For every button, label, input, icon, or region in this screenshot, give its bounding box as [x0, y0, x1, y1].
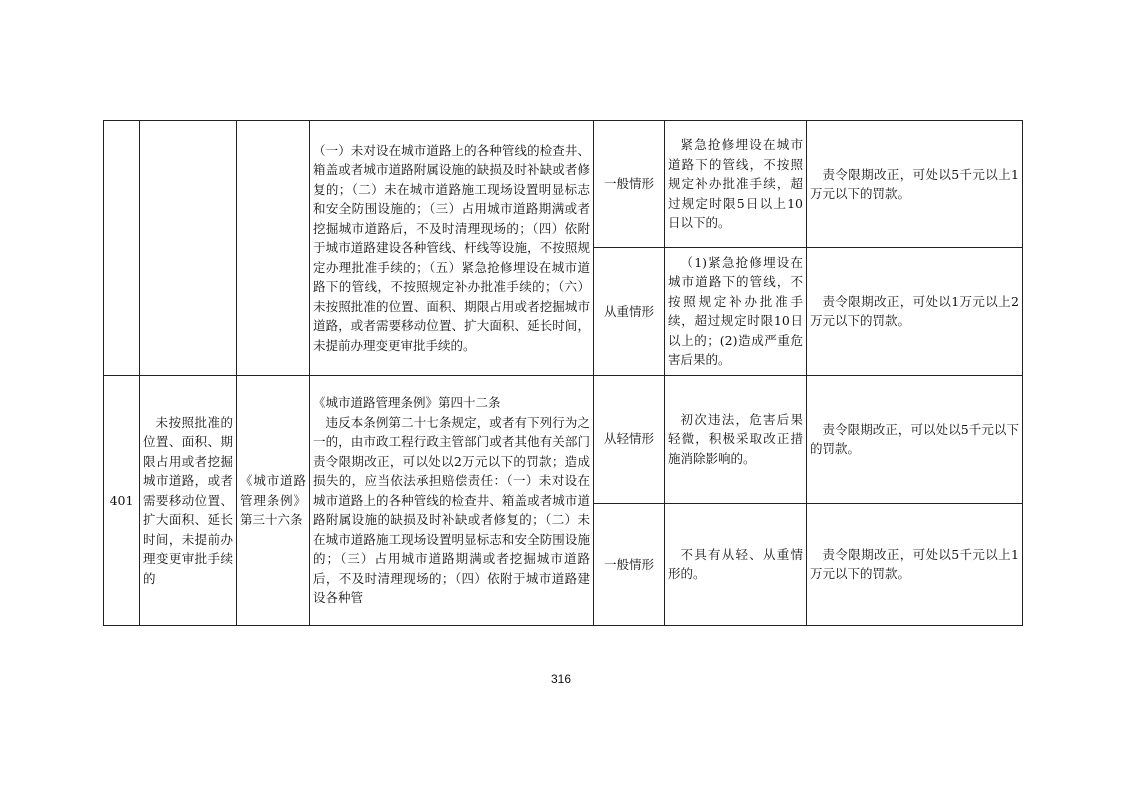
violation-behavior-cell: [140, 121, 237, 376]
penalty-law-cell: [310, 121, 594, 376]
case-description-cell: [665, 121, 807, 248]
penalty-law-text: 违反本条例第二十七条规定，或者有下列行为之一的，由市政工程行政主管部门或者其他有关部门责令限期改正，可以处以2万元以下的罚款；造成损失的，应当依法承担赔偿责任：（一）未对设在城市道路上的各种管线的检查井、箱盖或者城市道路附属设施的缺损及时补缺或者修复的；（二）未在城市道路施工现场设置明显标志和安全防围设施的；（三）占用城市道路期满或者挖掘城市道路后，不及时清理现场的；（四）依附于城市道路建设各种管: [313, 414, 590, 605]
penalty-standard-text: 责令限期改正，可处以1万元以上2万元以下的罚款。: [810, 293, 1019, 329]
penalty-discretion-table: [103, 120, 1023, 626]
case-type-cell: 从重情形: [594, 248, 665, 375]
case-description-text: 不具有从轻、从重情形的。: [668, 546, 803, 582]
table-row: [104, 375, 1023, 503]
penalty-standard-cell: [807, 248, 1023, 375]
item-number-cell: [104, 121, 140, 376]
penalty-standard-text: 责令限期改正，可处以5千元以上1万元以下的罚款。: [810, 546, 1019, 582]
penalty-standard-cell: [807, 375, 1023, 503]
case-description-cell: [665, 375, 807, 503]
case-type-cell: 一般情形: [594, 503, 665, 625]
violation-behavior-text: 未按照批准的位置、面积、期限占用或者挖掘城市道路，或者需要移动位置、扩大面积、延长时间，未提前办理变更审批手续的: [143, 414, 233, 586]
case-description-text: （1)紧急抢修埋设在城市道路下的管线，不按照规定补办批准手续，超过规定时限10日以上的；(2)造成严重危害后果的。: [668, 254, 803, 368]
penalty-standard-text: 责令限期改正，可以处以5千元以下的罚款。: [810, 421, 1019, 457]
case-type-cell: 一般情形: [594, 121, 665, 248]
case-description-text: 初次违法，危害后果轻微，积极采取改正措施消除影响的。: [668, 411, 803, 466]
case-description-cell: [665, 503, 807, 625]
penalty-standard-text: 责令限期改正，可处以5千元以上1万元以下的罚款。: [810, 166, 1019, 202]
case-type-cell: 从轻情形: [594, 375, 665, 503]
case-description-cell: [665, 248, 807, 375]
penalty-standard-cell: [807, 121, 1023, 248]
item-number-cell: 401: [104, 375, 140, 626]
case-description-text: 紧急抢修埋设在城市道路下的管线，不按照规定补办批准手续，超过规定时限5日以上10日以下的。: [668, 137, 803, 231]
legal-basis-cell: 《城市道路管理条例》第三十六条: [237, 375, 310, 626]
penalty-law-cell: [310, 375, 594, 626]
violation-behavior-cell: [140, 375, 237, 626]
penalty-standard-cell: [807, 503, 1023, 625]
table-row: [104, 121, 1023, 248]
legal-basis-cell: [237, 121, 310, 376]
penalty-law-text: （一）未对设在城市道路上的各种管线的检查井、箱盖或者城市道路附属设施的缺损及时补缺或者修复的；（二）未在城市道路施工现场设置明显标志和安全防围设施的；（三）占用城市道路期满或者挖掘城市道路后，不及时清理现场的；（四）依附于城市道路建设各种管线、杆线等设施，不按照规定办理批准手续的；（五）紧急抢修埋设在城市道路下的管线，不按照规定补办批准手续的；（六）未按照批准的位置、面积、期限占用或者挖掘城市道路，或者需要移动位置、扩大面积、延长时间，未提前办理变更审批手续的。: [313, 142, 590, 353]
page-number: 316: [550, 672, 572, 686]
penalty-law-title: 《城市道路管理条例》第四十二条: [313, 395, 501, 410]
